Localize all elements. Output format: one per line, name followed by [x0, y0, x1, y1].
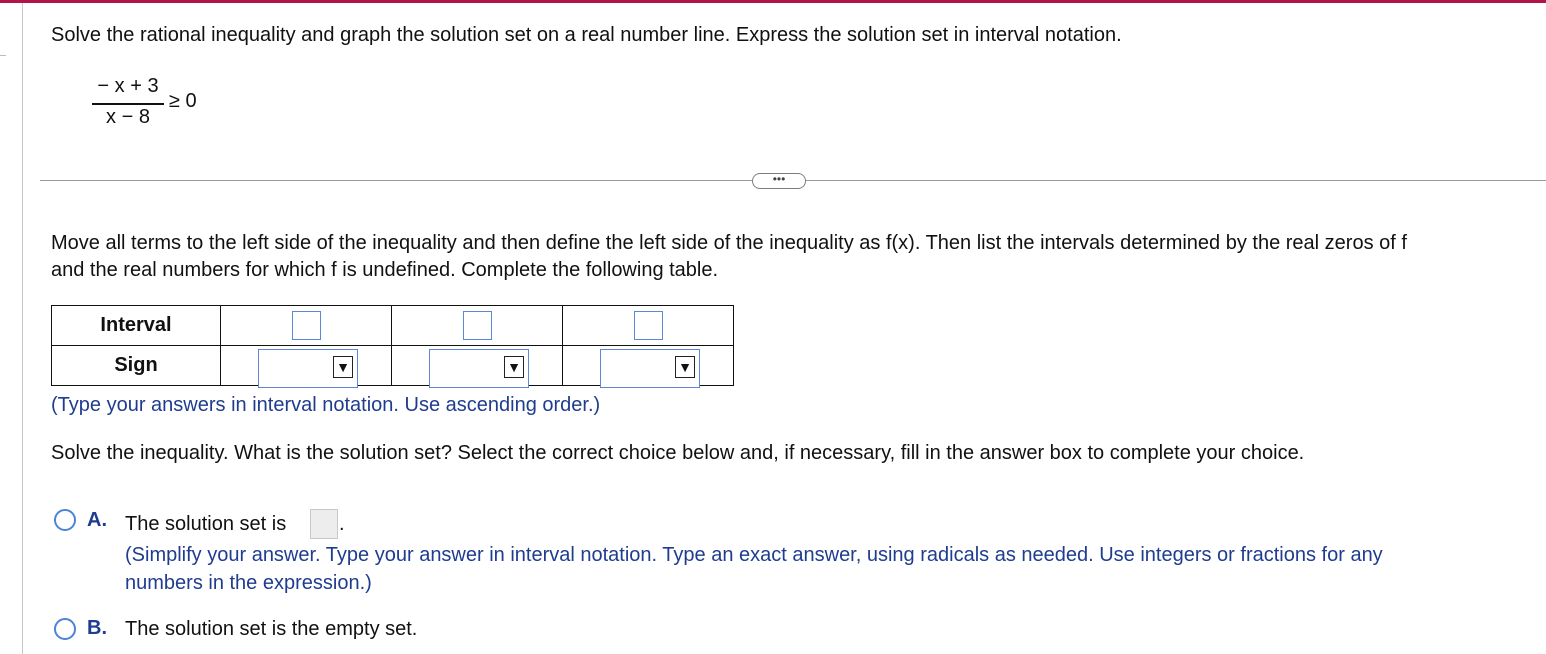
fraction-bar — [92, 103, 164, 105]
choice-a-letter: A. — [87, 509, 107, 531]
sign-dropdown-2[interactable] — [429, 349, 529, 388]
inequality-relation: ≥ 0 — [169, 90, 197, 112]
step-instruction-line2: and the real numbers for which f is undefined. Complete the following table. — [51, 259, 719, 281]
sign-row-label: Sign — [52, 346, 221, 386]
interval-input-3[interactable] — [634, 311, 663, 340]
step-instruction-line1: Move all terms to the left side of the inequality and then define the left side of the inequality as f(x). Then list the intervals determined by the real zeros of f — [51, 232, 1407, 254]
choice-a-hint-line1: (Simplify your answer. Type your answer in interval notation. Type an exact answer, using radicals as needed. Use integers or fractions for any — [125, 544, 1383, 566]
interval-row-label: Interval — [52, 306, 221, 346]
choice-a-text[interactable]: The solution set is — [125, 513, 287, 535]
choice-b-radio[interactable] — [54, 618, 76, 640]
choice-b-letter: B. — [87, 617, 107, 639]
interval-row — [52, 306, 734, 346]
left-border-rule — [22, 3, 23, 654]
choice-a-hint-line2: numbers in the expression.) — [125, 572, 372, 594]
sign-cell-2 — [392, 346, 563, 386]
solve-prompt: Solve the inequality. What is the solution set? Select the correct choice below and, if necessary, fill in the answer box to complete your choice. — [51, 442, 1305, 464]
sign-dropdown-3[interactable] — [600, 349, 700, 388]
choice-b-text[interactable]: The solution set is the empty set. — [125, 618, 418, 640]
chevron-down-icon[interactable]: ▼ — [675, 356, 695, 378]
left-edge-tick — [0, 55, 6, 56]
sign-dropdown-1[interactable] — [258, 349, 358, 388]
sign-cell-3 — [563, 346, 734, 386]
choice-a-radio[interactable] — [54, 509, 76, 531]
interval-cell-3 — [563, 306, 734, 346]
chevron-down-icon[interactable]: ▼ — [333, 356, 353, 378]
choice-a-period: . — [339, 513, 345, 535]
top-accent-bar — [0, 0, 1546, 3]
chevron-down-icon[interactable]: ▼ — [504, 356, 524, 378]
fraction-numerator: − x + 3 — [97, 75, 159, 97]
show-more-button[interactable]: ••• — [752, 173, 806, 189]
sign-chart-table — [51, 305, 734, 386]
interval-cell-1 — [221, 306, 392, 346]
interval-cell-2 — [392, 306, 563, 346]
sign-row — [52, 346, 734, 386]
sign-cell-1 — [221, 346, 392, 386]
fraction-denominator: x − 8 — [106, 106, 150, 128]
interval-input-1[interactable] — [292, 311, 321, 340]
interval-input-2[interactable] — [463, 311, 492, 340]
solution-answer-box[interactable] — [310, 509, 338, 539]
rational-expression — [92, 75, 164, 131]
table-note: (Type your answers in interval notation. Use ascending order.) — [51, 394, 601, 416]
problem-instruction: Solve the rational inequality and graph the solution set on a real number line. Express the solution set in interval notation. — [51, 24, 1122, 46]
